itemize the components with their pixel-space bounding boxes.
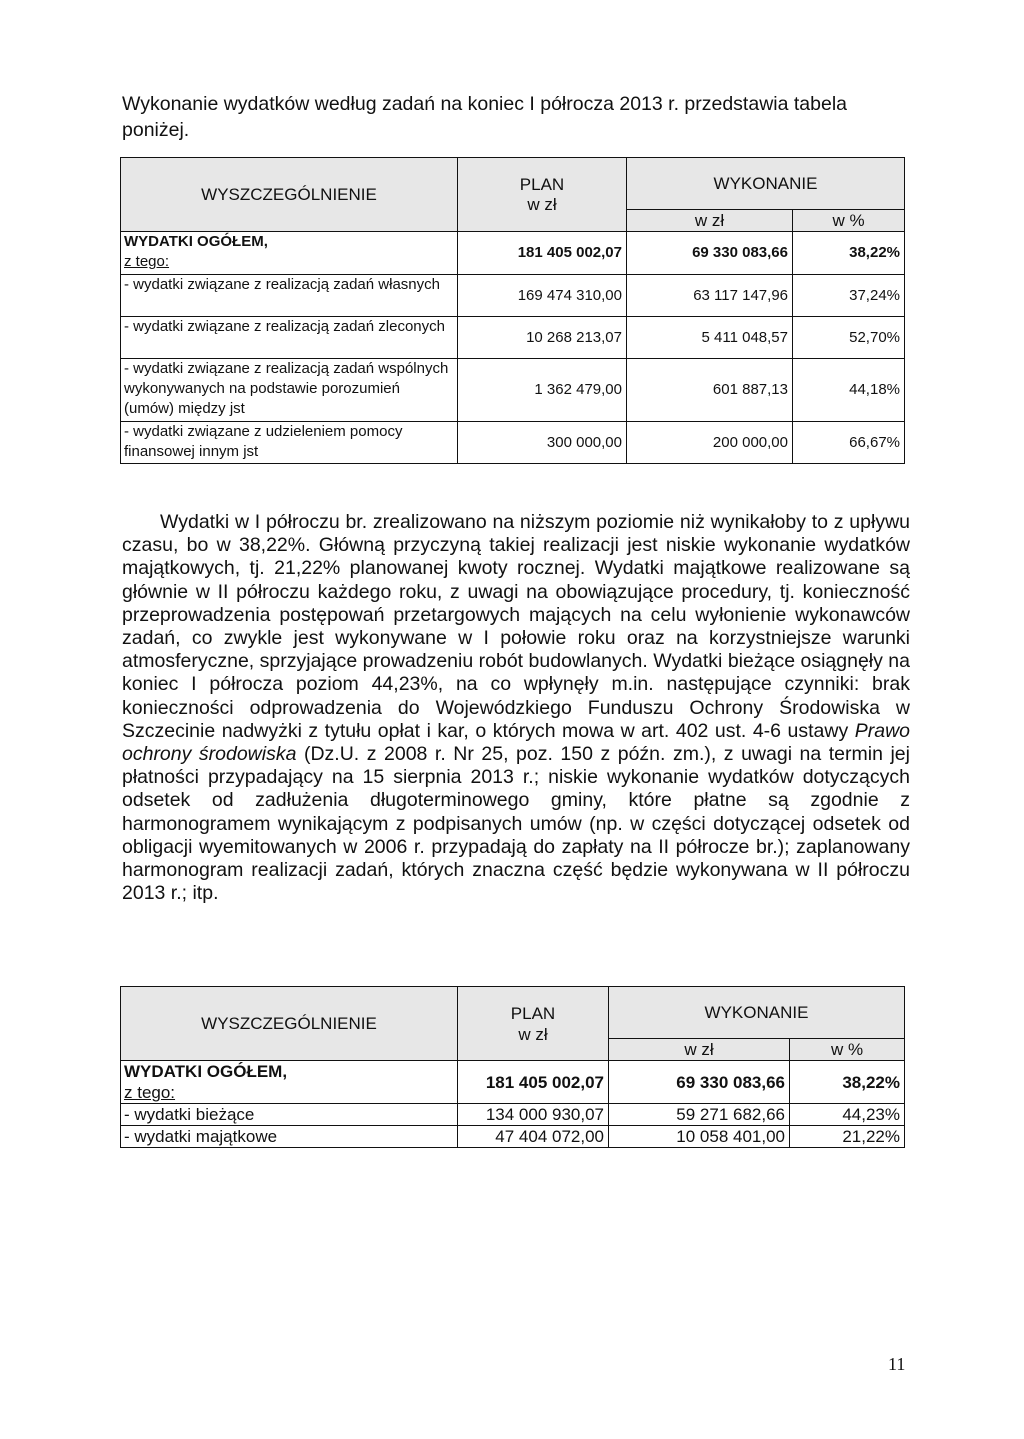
paragraph-act-title: Prawo ochrony środowiska xyxy=(122,719,910,766)
row-plan: 47 404 072,00 xyxy=(458,1126,609,1148)
header-plan-label: PLAN xyxy=(519,174,565,194)
row-exec: 601 887,13 xyxy=(627,359,793,422)
paragraph-part-2: (Dz.U. z 2008 r. Nr 25, poz. 150 z późn. zm.), z uwagi na termin jej płatności przypadający na 15 sierpnia 2013 r.; niskie wykonanie wydatków dotyczących odsetek od zadłużenia długoterminowego gminy, które płatne są zgodnie z harmonogramem wynikającym z podpisanych umów (np. w części dotyczącej odsetek od obligacji wyemitowanych w 2006 r. przypadają do zapłaty na II półrocze br.); zaplanowany harmonogram realizacji zadań, których znaczna część będzie wykonywana w II półroczu 2013 r.; itp. xyxy=(122,743,910,905)
row-plan: 134 000 930,07 xyxy=(458,1104,609,1126)
total-label: WYDATKI OGÓŁEM, xyxy=(124,1062,288,1081)
total-pct: 38,22% xyxy=(793,232,905,275)
row-pct: 21,22% xyxy=(790,1126,905,1148)
header-exec-pct: w % xyxy=(790,1039,905,1061)
header-exec: WYKONANIE xyxy=(609,987,905,1039)
header-plan-unit: w zł xyxy=(518,1024,548,1044)
total-sublabel: z tego: xyxy=(124,1083,176,1102)
header-plan-unit: w zł xyxy=(527,194,557,214)
expenses-by-type-table xyxy=(120,986,905,1148)
row-label: - wydatki związane z udzieleniem pomocy finansowej innym jst xyxy=(121,422,458,464)
table-row-total xyxy=(121,1061,905,1104)
row-pct: 44,23% xyxy=(790,1104,905,1126)
table-row xyxy=(121,317,905,359)
row-pct: 37,24% xyxy=(793,275,905,317)
row-label: - wydatki związane z realizacją zadań wspólnych wykonywanych na podstawie porozumień (umów) między jst xyxy=(121,359,458,422)
page-number: 11 xyxy=(888,1354,906,1374)
expenses-by-task-table xyxy=(120,157,905,464)
header-spec: WYSZCZEGÓLNIENIE xyxy=(121,987,458,1061)
row-exec: 200 000,00 xyxy=(627,422,793,464)
header-exec-pln: w zł xyxy=(627,210,793,232)
row-exec: 10 058 401,00 xyxy=(609,1126,790,1148)
paragraph-part-1: Wydatki w I półroczu br. zrealizowano na niższym poziomie niż wynikałoby to z upływu czasu, bo w 38,22%. Główną przyczyną takiej realizacji jest niskie wykonanie wydatków majątkowych, tj. 21,22% planowanej kwoty rocznej. Wydatki majątkowe realizowane są głównie w II półroczu każdego roku, z uwagi na obowiązujące procedury, tj. konieczność przeprowadzenia postępowań przetargowych mających na celu wyłonienie wykonawców zadań, co zwykle jest wykonywane w I połowie roku oraz na korzystniejsze warunki atmosferyczne, sprzyjające prowadzeniu robót budowlanych. Wydatki bieżące osiągnęły na koniec I półrocza poziom 44,23%, na co wpłynęły m.in. następujące czynniki: brak konieczności odprowadzenia do Wojewódzkiego Funduszu Ochrony Środowiska w Szczecinie nadwyżki z tytułu opłat i kar, o których mowa w art. 402 ust. 4-6 ustawy xyxy=(122,511,910,742)
total-label-cell xyxy=(121,232,458,275)
row-plan: 1 362 479,00 xyxy=(458,359,627,422)
total-label: WYDATKI OGÓŁEM, xyxy=(124,233,268,250)
total-plan: 181 405 002,07 xyxy=(458,232,627,275)
row-plan: 10 268 213,07 xyxy=(458,317,627,359)
row-label: - wydatki majątkowe xyxy=(121,1126,458,1148)
table-row xyxy=(121,1104,905,1126)
total-sublabel: z tego: xyxy=(124,253,170,270)
header-plan-label: PLAN xyxy=(510,1003,556,1023)
row-pct: 44,18% xyxy=(793,359,905,422)
header-spec: WYSZCZEGÓLNIENIE xyxy=(121,158,458,232)
row-pct: 52,70% xyxy=(793,317,905,359)
row-label: - wydatki bieżące xyxy=(121,1104,458,1126)
total-exec: 69 330 083,66 xyxy=(609,1061,790,1104)
intro-text: Wykonanie wydatków według zadań na koniec I półrocza 2013 r. przedstawia tabela poniżej. xyxy=(122,93,848,141)
row-label: - wydatki związane z realizacją zadań własnych xyxy=(121,275,458,317)
row-label: - wydatki związane z realizacją zadań zleconych xyxy=(121,317,458,359)
row-pct: 66,67% xyxy=(793,422,905,464)
total-label-cell xyxy=(121,1061,458,1104)
row-exec: 5 411 048,57 xyxy=(627,317,793,359)
table-row xyxy=(121,422,905,464)
row-plan: 169 474 310,00 xyxy=(458,275,627,317)
header-plan xyxy=(458,987,609,1061)
row-exec: 59 271 682,66 xyxy=(609,1104,790,1126)
header-plan xyxy=(458,158,627,232)
header-exec-pct: w % xyxy=(793,210,905,232)
total-pct: 38,22% xyxy=(790,1061,905,1104)
table-row xyxy=(121,275,905,317)
table-row-total xyxy=(121,232,905,275)
table-row xyxy=(121,359,905,422)
total-exec: 69 330 083,66 xyxy=(627,232,793,275)
total-plan: 181 405 002,07 xyxy=(458,1061,609,1104)
header-exec-pln: w zł xyxy=(609,1039,790,1061)
row-plan: 300 000,00 xyxy=(458,422,627,464)
row-exec: 63 117 147,96 xyxy=(627,275,793,317)
table-row xyxy=(121,1126,905,1148)
analysis-paragraph xyxy=(122,511,910,905)
header-exec: WYKONANIE xyxy=(627,158,905,210)
